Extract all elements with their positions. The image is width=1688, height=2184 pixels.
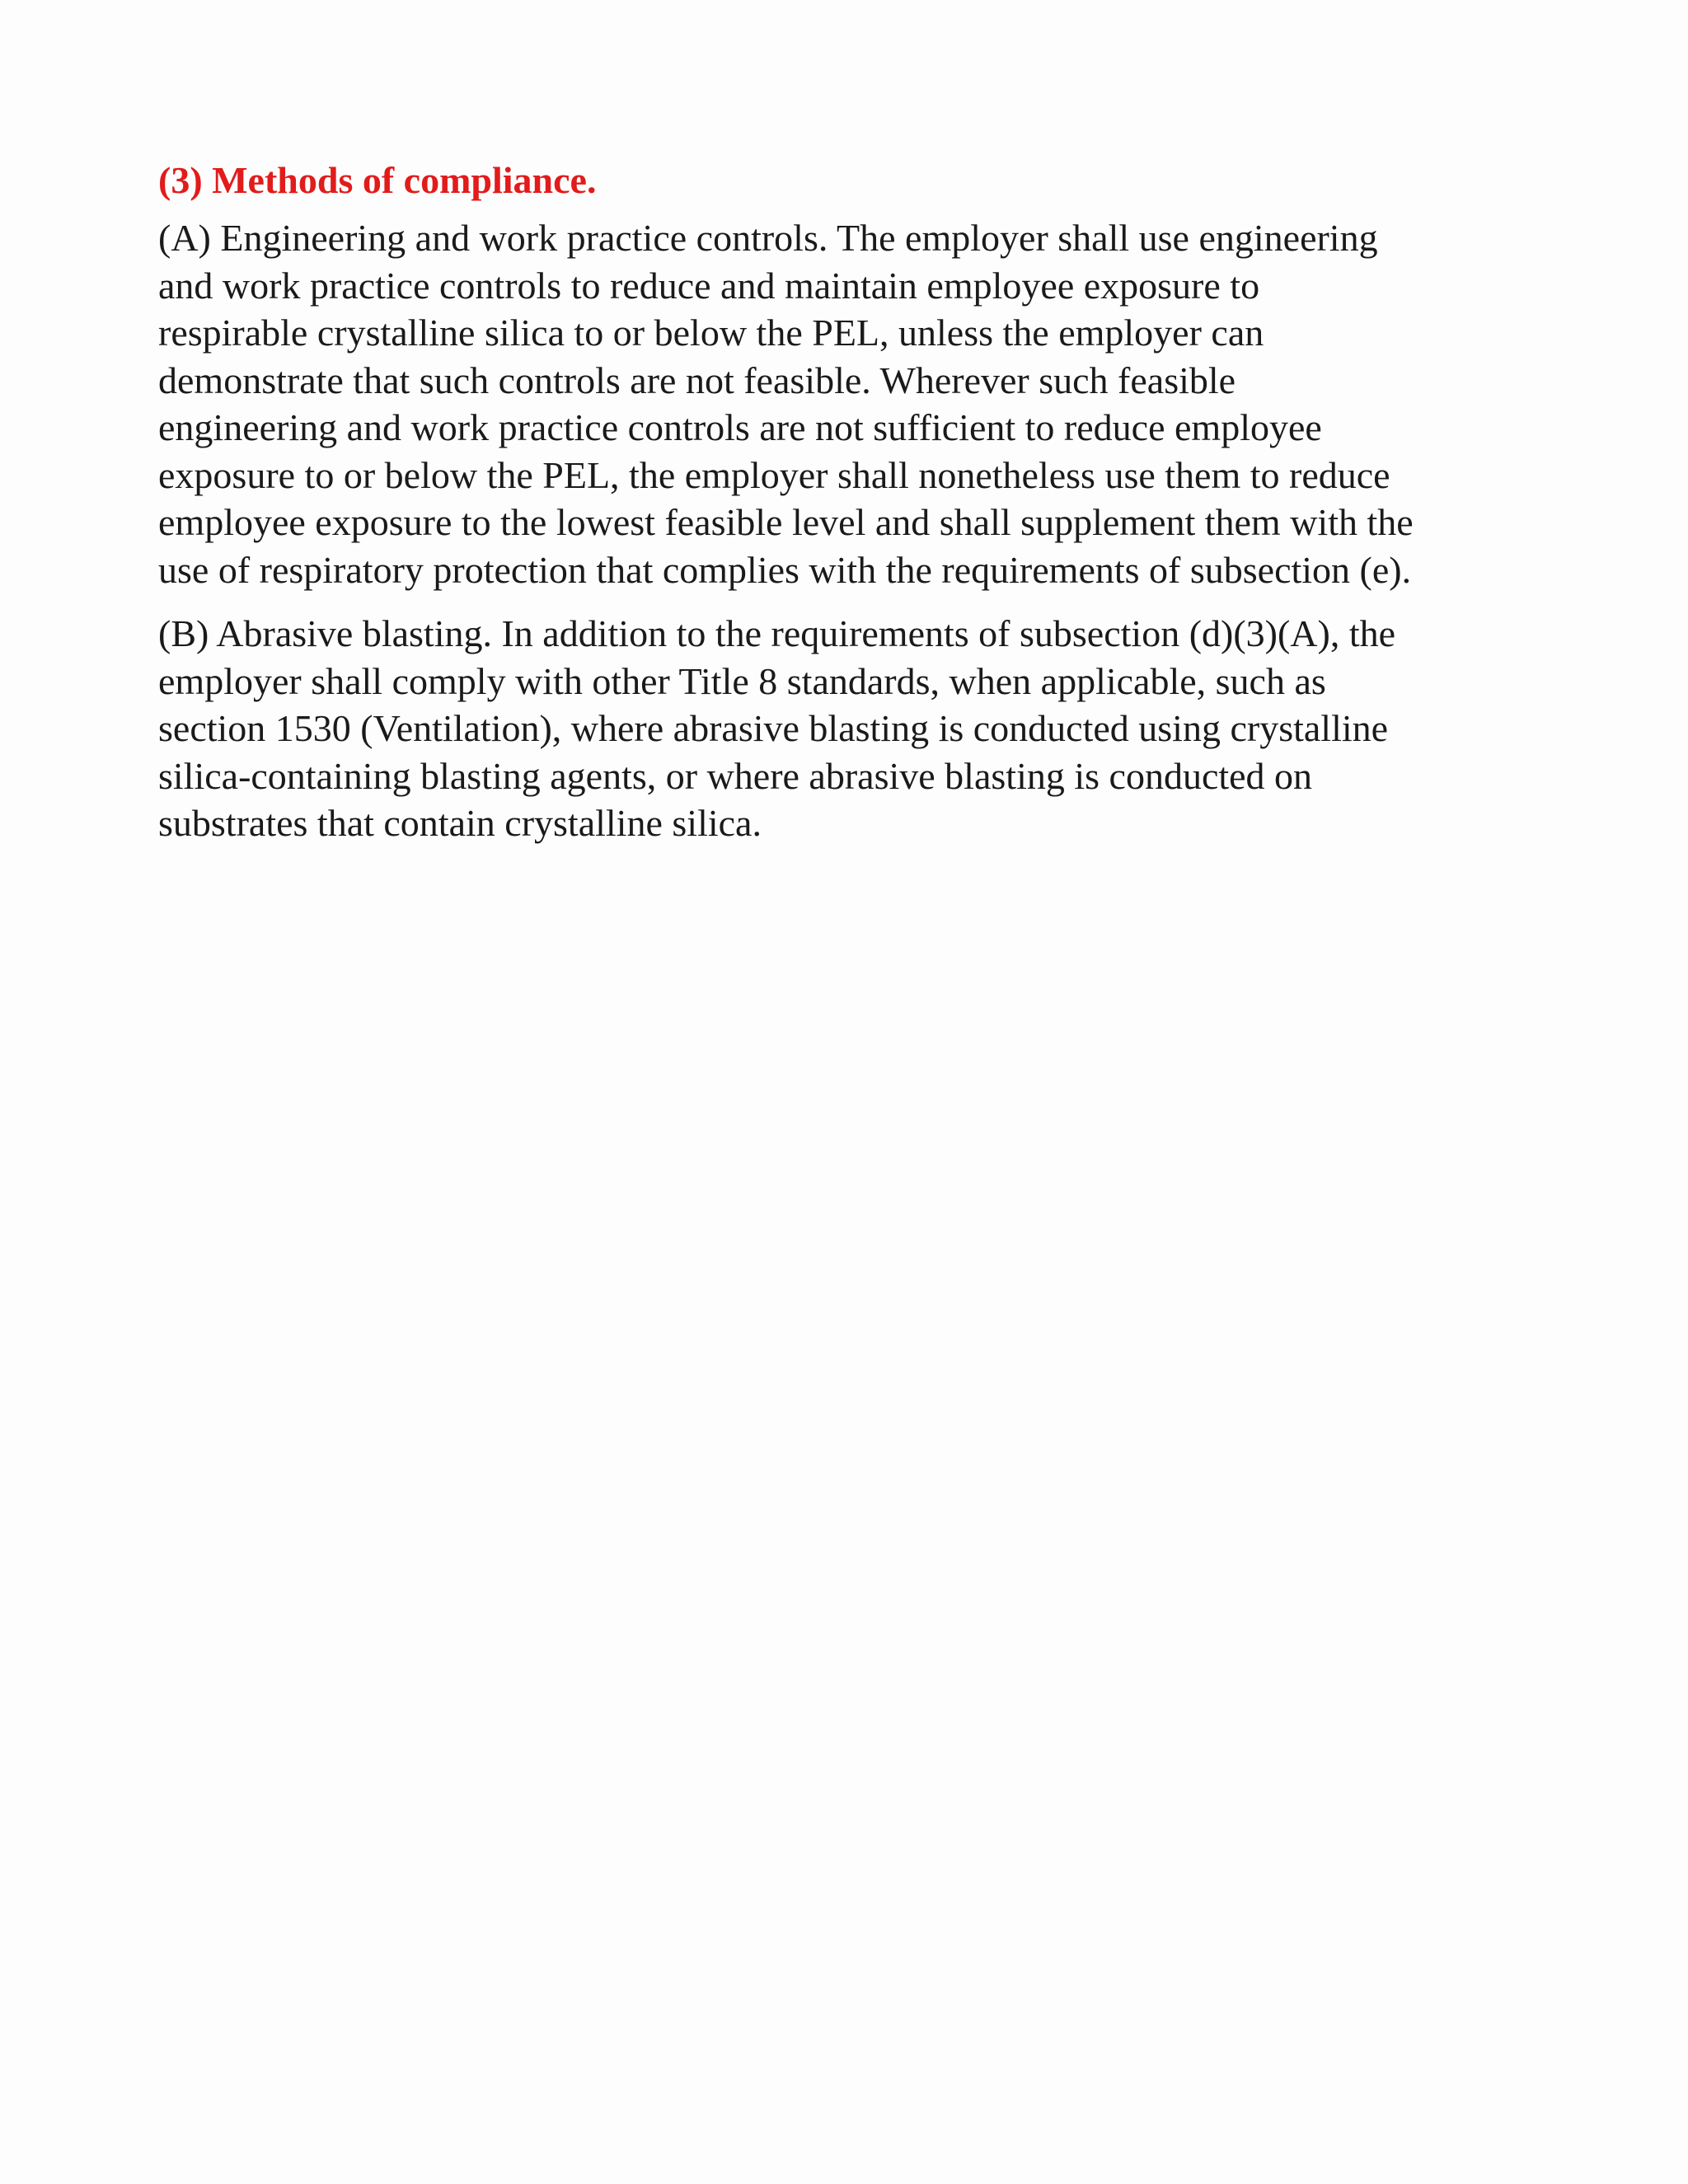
- paragraph-engineering-controls: (A) Engineering and work practice controls. The employer shall use engineering and work practice controls to reduce and maintain employee exposure to respirable crystalline silica to or below the PEL, unless the employer can demonstrate that such controls are not feasible. Wherever such feasible engineering and work practice controls are not sufficient to reduce employee exposure to or below the PEL, the employer shall nonetheless use them to reduce employee exposure to the lowest feasible level and shall supplement them with the use of respiratory protection that complies with the requirements of subsection (e).: [158, 217, 1414, 591]
- paragraph-abrasive-blasting: (B) Abrasive blasting. In addition to the requirements of subsection (d)(3)(A), the employer shall comply with other Title 8 standards, when applicable, such as section 1530 (Ventilation), where abrasive blasting is conducted using crystalline silica-containing blasting agents, or where abrasive blasting is conducted on substrates that contain crystalline silica.: [158, 612, 1396, 844]
- section-heading: (3) Methods of compliance.: [158, 159, 597, 201]
- document-content: [158, 157, 1559, 864]
